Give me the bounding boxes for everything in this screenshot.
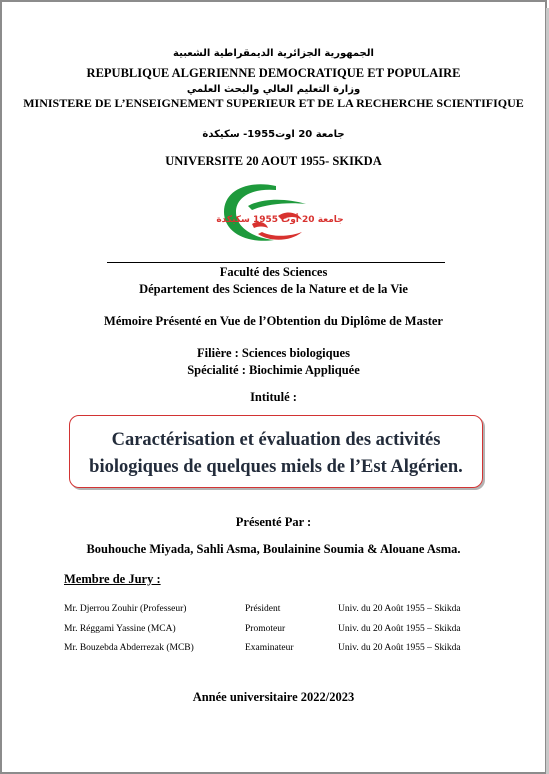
divider-line [107, 262, 445, 263]
jury-row [0, 604, 547, 618]
specialite-line: Spécialité : Biochimie Appliquée [187, 363, 360, 377]
jury-row [0, 624, 547, 638]
jury-member-name: Mr. Djerrou Zouhir (Professeur) [64, 604, 187, 614]
thesis-title-line-1: Caractérisation et évaluation des activités [111, 429, 441, 450]
presented-by-label: Présenté Par : [235, 515, 312, 529]
jury-member-role: Promoteur [245, 624, 286, 634]
ministry-heading: MINISTERE DE L’ENSEIGNEMENT SUPERIEUR ET DE LA RECHERCHE SCIENTIFIQUE [23, 96, 524, 110]
jury-row [0, 643, 547, 657]
authors-list: Bouhouche Miyada, Sahli Asma, Boulainine Soumia & Alouane Asma. [86, 542, 461, 556]
jury-heading: Membre de Jury : [64, 572, 161, 586]
academic-year: Année universitaire 2022/2023 [192, 690, 355, 704]
thesis-title-box [69, 415, 483, 488]
jury-member-name: Mr. Bouzebda Abderrezak (MCB) [64, 643, 194, 653]
jury-member-university: Univ. du 20 Août 1955 – Skikda [338, 643, 461, 653]
arabic-republic-heading: الجمهورية الجزائرية الديمقراطية الشعبية [173, 48, 374, 59]
jury-member-name: Mr. Réggami Yassine (MCA) [64, 624, 176, 634]
jury-member-university: Univ. du 20 Août 1955 – Skikda [338, 624, 461, 634]
department-name: Département des Sciences de la Nature et de la Vie [139, 282, 408, 296]
university-logo-icon [216, 176, 344, 250]
logo-text: جامعة 20 أوت 1955 سكيكدة [216, 215, 344, 225]
filiere-line: Filière : Sciences biologiques [197, 346, 350, 360]
intitule-label: Intitulé : [250, 390, 297, 404]
jury-member-university: Univ. du 20 Août 1955 – Skikda [338, 604, 461, 614]
thesis-title [89, 423, 463, 481]
republic-heading: REPUBLIQUE ALGERIENNE DEMOCRATIQUE ET POPULAIRE [86, 66, 461, 80]
arabic-university-heading: جامعة 20 اوت1955- سكيكدة [202, 129, 345, 140]
memoire-statement: Mémoire Présenté en Vue de l’Obtention du Diplôme de Master [104, 314, 443, 328]
arabic-ministry-heading: وزارة التعليم العالي والبحث العلمي [186, 84, 361, 95]
university-heading: UNIVERSITE 20 AOUT 1955- SKIKDA [165, 154, 382, 168]
faculty-name: Faculté des Sciences [219, 265, 328, 279]
thesis-title-line-2: biologiques de quelques miels de l’Est Algérien. [89, 456, 463, 477]
jury-member-role: Président [245, 604, 281, 614]
jury-member-role: Examinateur [245, 643, 294, 653]
